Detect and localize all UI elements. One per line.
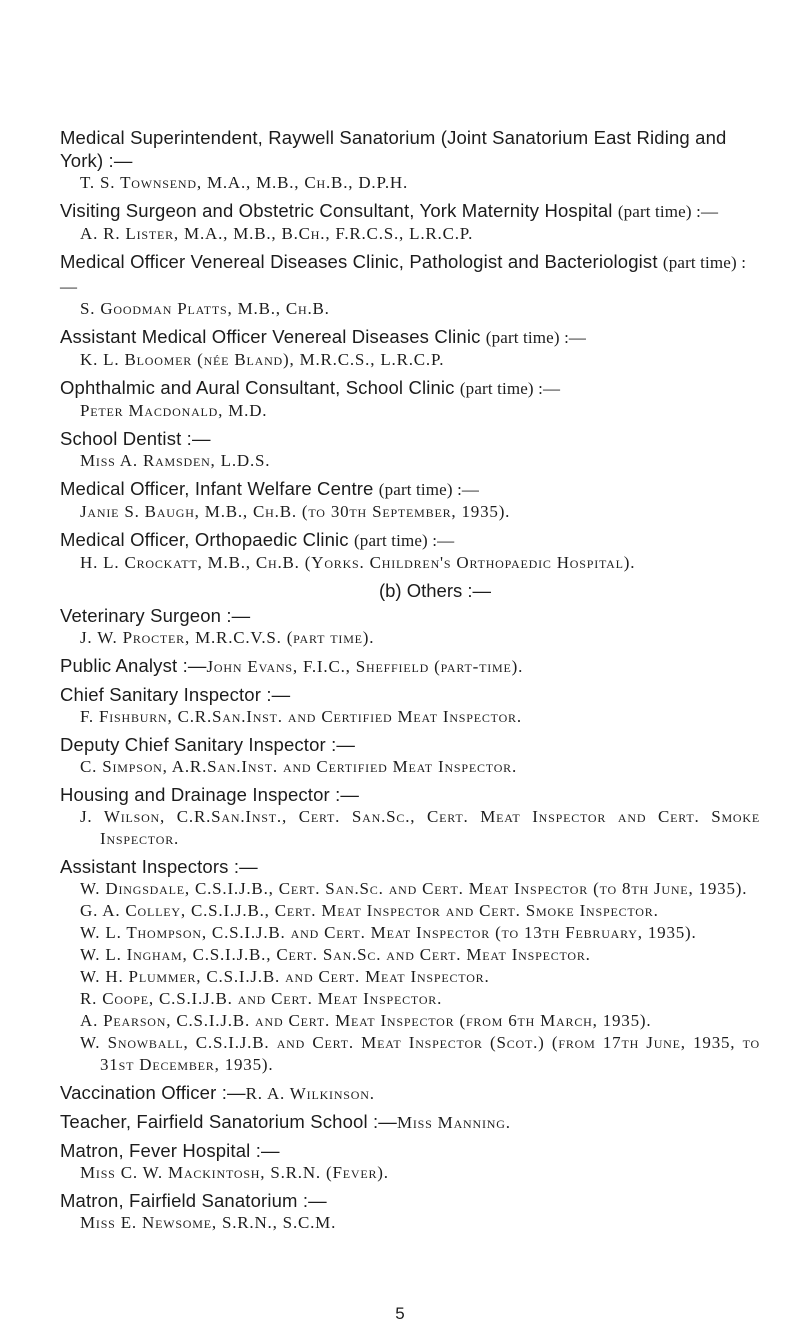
entry-name: Peter Macdonald, M.D. bbox=[80, 401, 268, 420]
entry-note: (part time) :— bbox=[485, 328, 587, 347]
entry-title: Matron, Fever Hospital :— bbox=[60, 1140, 280, 1161]
entry-title: Chief Sanitary Inspector :— bbox=[60, 684, 291, 705]
list-item: W. Snowball, C.S.I.J.B. and Cert. Meat Inspector (Scot.) (from 17th June, 1935, to 31st December, 1935). bbox=[80, 1033, 760, 1074]
entry-title: Ophthalmic and Aural Consultant, School Clinic bbox=[60, 377, 455, 398]
entry-title: Deputy Chief Sanitary Inspector :— bbox=[60, 734, 356, 755]
list-item: R. Coope, C.S.I.J.B. and Cert. Meat Inspector. bbox=[80, 989, 443, 1008]
entry-name: Miss A. Ramsden, L.D.S. bbox=[80, 451, 271, 470]
list-item: A. Pearson, C.S.I.J.B. and Cert. Meat Inspector (from 6th March, 1935). bbox=[80, 1011, 652, 1030]
entry-note: (part time) :— bbox=[378, 480, 480, 499]
entry-assistant-inspectors bbox=[60, 855, 760, 1076]
entry-name: T. S. Townsend, M.A., M.B., Ch.B., D.P.H. bbox=[80, 173, 409, 192]
entry-name: F. Fishburn, C.R.San.Inst. and Certified Meat Inspector. bbox=[80, 707, 522, 726]
entry-infant-welfare bbox=[60, 477, 760, 523]
entry-matron-fever bbox=[60, 1139, 760, 1184]
entry-housing-drainage bbox=[60, 783, 760, 850]
entry-veterinary bbox=[60, 604, 760, 649]
entry-title: Assistant Inspectors :— bbox=[60, 856, 258, 877]
entry-medical-superintendent bbox=[60, 126, 760, 194]
entry-name: K. L. Bloomer (née Bland), M.R.C.S., L.R.C.P. bbox=[80, 350, 445, 369]
entry-deputy-chief bbox=[60, 733, 760, 778]
entry-public-analyst bbox=[60, 654, 760, 678]
page-number: 5 bbox=[395, 1304, 405, 1323]
entry-name: Miss Manning. bbox=[396, 1113, 511, 1132]
entry-ophthalmic bbox=[60, 376, 760, 422]
entry-assistant-venereal bbox=[60, 325, 760, 371]
entry-school-dentist bbox=[60, 427, 760, 472]
entry-orthopaedic bbox=[60, 528, 760, 574]
entry-visiting-surgeon bbox=[60, 199, 760, 245]
section-heading-others: (b) Others :— bbox=[378, 580, 492, 601]
entry-name: J. Wilson, C.R.San.Inst., Cert. San.Sc., Cert. Meat Inspector and Cert. Smoke Inspector. bbox=[80, 807, 760, 848]
entry-venereal-officer bbox=[60, 250, 760, 320]
entry-teacher bbox=[60, 1110, 760, 1134]
entry-note: (part time) :— bbox=[60, 253, 747, 296]
entry-title: Medical Officer Venereal Diseases Clinic, Pathologist and Bacteriologist bbox=[60, 251, 658, 272]
list-item: G. A. Colley, C.S.I.J.B., Cert. Meat Inspector and Cert. Smoke Inspector. bbox=[80, 901, 659, 920]
entry-title: Medical Superintendent, Raywell Sanatorium (Joint Sanatorium East Riding and York) :— bbox=[60, 127, 727, 171]
entry-title: Assistant Medical Officer Venereal Diseases Clinic bbox=[60, 326, 481, 347]
entry-note: (part time) :— bbox=[617, 202, 719, 221]
list-item: W. L. Ingham, C.S.I.J.B., Cert. San.Sc. and Cert. Meat Inspector. bbox=[80, 945, 591, 964]
entry-title: Veterinary Surgeon :— bbox=[60, 605, 251, 626]
list-item: W. H. Plummer, C.S.I.J.B. and Cert. Meat Inspector. bbox=[80, 967, 490, 986]
entry-name: Miss E. Newsome, S.R.N., S.C.M. bbox=[80, 1213, 337, 1232]
entry-vaccination-officer bbox=[60, 1081, 760, 1105]
entry-name: John Evans, F.I.C., Sheffield (part-time). bbox=[206, 657, 524, 676]
entry-name: Miss C. W. Mackintosh, S.R.N. (Fever). bbox=[80, 1163, 389, 1182]
list-item: W. L. Thompson, C.S.I.J.B. and Cert. Meat Inspector (to 13th February, 1935). bbox=[80, 923, 697, 942]
entry-title: Vaccination Officer :— bbox=[60, 1082, 246, 1103]
entry-name: Janie S. Baugh, M.B., Ch.B. (to 30th September, 1935). bbox=[80, 502, 511, 521]
entry-note: (part time) :— bbox=[354, 531, 455, 550]
entry-name: J. W. Procter, M.R.C.V.S. (part time). bbox=[80, 628, 375, 647]
entry-title: Visiting Surgeon and Obstetric Consultant, York Maternity Hospital bbox=[60, 200, 613, 221]
entry-title: Matron, Fairfield Sanatorium :— bbox=[60, 1190, 327, 1211]
entry-title: Medical Officer, Infant Welfare Centre bbox=[60, 478, 374, 499]
entry-title: Public Analyst :— bbox=[60, 655, 207, 676]
list-item: W. Dingsdale, C.S.I.J.B., Cert. San.Sc. and Cert. Meat Inspector (to 8th June, 1935). bbox=[80, 879, 748, 898]
entry-title: Medical Officer, Orthopaedic Clinic bbox=[60, 529, 349, 550]
entry-name: A. R. Lister, M.A., M.B., B.Ch., F.R.C.S., L.R.C.P. bbox=[80, 224, 474, 243]
entry-note: (part time) :— bbox=[459, 379, 561, 398]
entry-title: Teacher, Fairfield Sanatorium School :— bbox=[60, 1111, 397, 1132]
entry-name: H. L. Crockatt, M.B., Ch.B. (Yorks. Children's Orthopaedic Hospital). bbox=[80, 553, 636, 572]
entry-name: R. A. Wilkinson. bbox=[245, 1084, 375, 1103]
entry-title: School Dentist :— bbox=[60, 428, 211, 449]
entry-title: Housing and Drainage Inspector :— bbox=[60, 784, 360, 805]
entry-name: C. Simpson, A.R.San.Inst. and Certified Meat Inspector. bbox=[80, 757, 518, 776]
entry-matron-fairfield bbox=[60, 1189, 760, 1234]
entry-chief-sanitary bbox=[60, 683, 760, 728]
entry-name: S. Goodman Platts, M.B., Ch.B. bbox=[80, 299, 330, 318]
